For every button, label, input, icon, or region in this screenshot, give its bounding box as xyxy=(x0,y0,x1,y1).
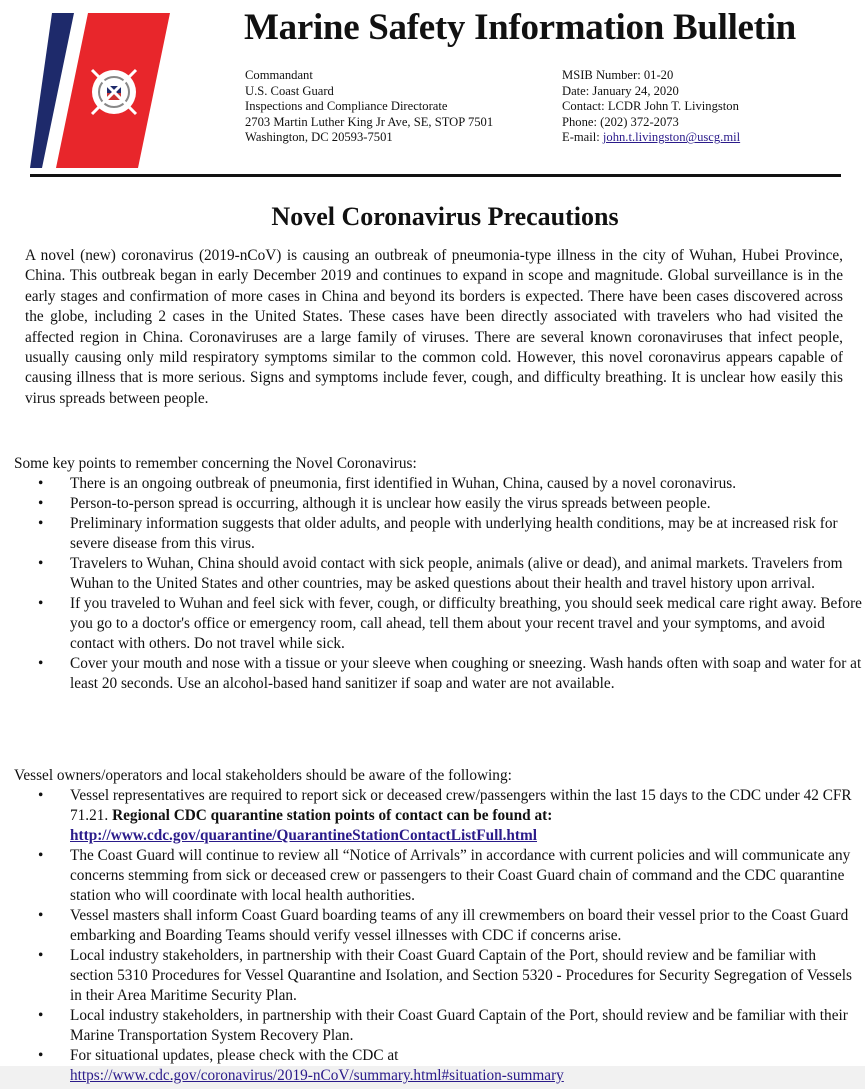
item-text: Local industry stakeholders, in partnership with their Coast Guard Captain of the Port, should review and be familiar with section 5310 Procedures for Vessel Quarantine and Isolation, and Section 5320 - Procedures for Security Segregation of Vessels in their Area Maritime Security Plan. xyxy=(70,947,852,1004)
bulletin-title: Marine Safety Information Bulletin xyxy=(244,7,796,48)
document-subtitle: Novel Coronavirus Precautions xyxy=(271,202,619,231)
list-item xyxy=(14,1006,862,1046)
cdc-quarantine-link[interactable]: http://www.cdc.gov/quarantine/QuarantineStationContactListFull.html xyxy=(70,827,538,844)
bullet-icon: • xyxy=(38,515,44,532)
sender-line: Inspections and Compliance Directorate xyxy=(245,99,448,114)
list-item xyxy=(14,594,862,654)
coast-guard-logo xyxy=(30,8,175,168)
list-item xyxy=(14,654,862,694)
bullet-icon: • xyxy=(38,495,44,512)
sender-line: Commandant xyxy=(245,68,313,82)
phone: Phone: (202) 372-2073 xyxy=(562,114,679,129)
list-item xyxy=(14,906,862,946)
list-item xyxy=(14,494,862,514)
sender-line: 2703 Martin Luther King Jr Ave, SE, STOP 7501 xyxy=(245,114,494,129)
list-item xyxy=(14,786,862,846)
item-text: Vessel representatives are required to report sick or deceased crew/passengers within the last 15 days to the CDC under 42 CFR 71.21. xyxy=(70,787,852,824)
sender-address xyxy=(245,68,493,146)
item-text: Local industry stakeholders, in partnership with their Coast Guard Captain of the Port, should review and be familiar with their Marine Transportation System Recovery Plan. xyxy=(70,1007,848,1044)
item-text: If you traveled to Wuhan and feel sick with fever, cough, or difficulty breathing, you should seek medical care right away. Before you go to a doctor's office or emergency room, call ahead, tell them about your recent travel and your symptoms, and avoid contact with others. Do not travel while sick. xyxy=(70,595,862,652)
bullet-icon: • xyxy=(38,947,44,964)
item-bold-text: Regional CDC quarantine station points of contact can be found at: xyxy=(112,807,553,824)
bulletin-info xyxy=(562,68,740,146)
list-item xyxy=(14,946,862,1006)
item-text: For situational updates, please check with the CDC at xyxy=(70,1047,399,1064)
key-points-heading: Some key points to remember concerning the Novel Coronavirus: xyxy=(14,455,417,472)
email-label: E-mail: xyxy=(562,130,603,145)
bulletin-date: Date: January 24, 2020 xyxy=(562,83,679,98)
bullet-icon: • xyxy=(38,655,44,672)
item-text: Cover your mouth and nose with a tissue or your sleeve when coughing or sneezing. Wash hands often with soap and water for at least 20 seconds. Use an alcohol-based hand sanitizer if soap and water are not available. xyxy=(70,655,862,692)
list-item xyxy=(14,554,862,594)
bullet-icon: • xyxy=(38,847,44,864)
bullet-icon: • xyxy=(38,1047,44,1064)
item-text: Person-to-person spread is occurring, although it is unclear how easily the virus spreads between people. xyxy=(70,495,711,512)
bullet-icon: • xyxy=(38,1007,44,1024)
sender-line: U.S. Coast Guard xyxy=(245,83,334,98)
item-text: Vessel masters shall inform Coast Guard boarding teams of any ill crewmembers on board their vessel prior to the Coast Guard embarking and Boarding Teams should verify vessel illnesses with CDC if concerns arise. xyxy=(70,907,849,944)
email-line xyxy=(562,130,740,146)
bullet-icon: • xyxy=(38,555,44,572)
bullet-icon: • xyxy=(38,907,44,924)
msib-number: MSIB Number: 01-20 xyxy=(562,68,674,82)
list-item xyxy=(14,1046,862,1086)
email-link[interactable]: john.t.livingston@uscg.mil xyxy=(602,130,741,145)
header-divider xyxy=(30,174,841,177)
item-text: The Coast Guard will continue to review all “Notice of Arrivals” in accordance with current policies and will communicate any concerns stemming from sick or deceased crew or passengers to their Coast Guard chain of command and the CDC quarantine station who will coordinate with local health authorities. xyxy=(70,847,851,904)
vessel-heading: Vessel owners/operators and local stakeholders should be aware of the following: xyxy=(14,767,512,784)
list-item xyxy=(14,514,862,554)
item-text: Travelers to Wuhan, China should avoid contact with sick people, animals (alive or dead), and animal markets. Travelers from Wuhan to the United States and other countries, may be asked questions about their health and travel history upon arrival. xyxy=(70,555,843,592)
sender-line: Washington, DC 20593-7501 xyxy=(245,130,393,145)
vessel-section xyxy=(14,766,862,1086)
bullet-icon: • xyxy=(38,595,44,612)
list-item xyxy=(14,846,862,906)
key-points-section xyxy=(14,454,862,694)
item-text: There is an ongoing outbreak of pneumonia, first identified in Wuhan, China, caused by a novel coronavirus. xyxy=(70,475,737,492)
bullet-icon: • xyxy=(38,475,44,492)
list-item xyxy=(14,474,862,494)
item-text: Preliminary information suggests that older adults, and people with underlying health conditions, may be at increased risk for severe disease from this virus. xyxy=(70,515,838,552)
contact: Contact: LCDR John T. Livingston xyxy=(562,99,739,114)
intro-paragraph: A novel (new) coronavirus (2019-nCoV) is causing an outbreak of pneumonia-type illness in the city of Wuhan, Hubei Province, China. This outbreak began in early December 2019 and continues to expand in scope and magnitude. Global surveillance is in the early stages and confirmation of more cases in China and beyond its borders is expected. There have been cases discovered across the globe, including 2 cases in the United States. These cases have been directly associated with travelers who had visited the affected region in China. Coronaviruses are a large family of viruses. There are several known coronaviruses that infect people, usually causing only mild respiratory symptoms similar to the common cold. However, this novel coronavirus appears capable of causing illness that is more serious. Signs and symptoms include fever, cough, and difficulty breathing. It is unclear how easily this virus spreads between people. xyxy=(25,247,843,407)
bullet-icon: • xyxy=(38,787,44,804)
cdc-situation-link[interactable]: https://www.cdc.gov/coronavirus/2019-nCoV/summary.html#situation-summary xyxy=(70,1067,564,1084)
